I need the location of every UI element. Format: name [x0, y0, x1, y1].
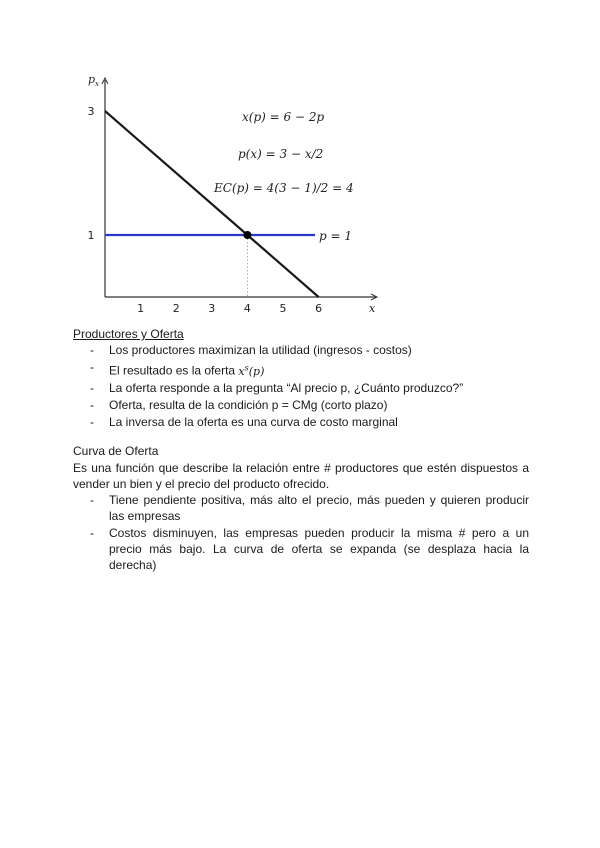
list-item: - Tiene pendiente positiva, más alto el precio, más pueden y quieren producir las empresas	[90, 493, 529, 523]
x-axis-label: x	[369, 302, 376, 315]
equilibrium-point	[243, 231, 251, 239]
equation-inverse-demand: p(x) = 3 − x/2	[238, 147, 324, 161]
equation-demand: x(p) = 6 − 2p	[242, 110, 325, 124]
x-tick-label: 4	[243, 302, 251, 315]
section-heading-curva-oferta: Curva de Oferta	[73, 444, 159, 458]
x-tick-label: 2	[172, 302, 180, 315]
x-tick-label: 1	[137, 302, 145, 315]
y-axis-label: $p_x$	[88, 73, 99, 88]
y-tick-label: 1	[87, 229, 95, 242]
list-item: - Oferta, resulta de la condición p = CMg (corto plazo)	[90, 397, 388, 412]
x-tick-label: 6	[315, 302, 323, 315]
list-item: - Costos disminuyen, las empresas pueden producir la misma # pero a un precio más bajo. La curva de oferta se expanda (se desplaza hacia la derecha)	[90, 526, 529, 572]
supply-demand-figure	[80, 70, 390, 320]
x-tick-label: 5	[279, 302, 287, 315]
section-heading-productores: Productores y Oferta	[73, 327, 184, 341]
section-paragraph: Es una función que describe la relación entre # productores que estén dispuestos a vender un bien y el precio del producto ofrecido.	[73, 461, 529, 491]
productores-list	[73, 342, 533, 431]
equation-consumer-surplus: EC(p) = 4(3 − 1)/2 = 4	[214, 181, 354, 195]
demand-line	[105, 111, 319, 297]
price-line-label: p = 1	[319, 229, 352, 243]
list-item: - El resultado es la oferta $x^s(p)$	[90, 360, 265, 378]
list-item: - La oferta responde a la pregunta “Al precio p, ¿Cuánto produzco?”	[90, 380, 464, 395]
list-item: - La inversa de la oferta es una curva de costo marginal	[90, 414, 398, 429]
curva-oferta-list	[73, 492, 529, 574]
x-tick-label: 3	[208, 302, 216, 315]
list-item: - Los productores maximizan la utilidad (ingresos - costos)	[90, 343, 412, 357]
y-tick-label: 3	[87, 105, 95, 118]
